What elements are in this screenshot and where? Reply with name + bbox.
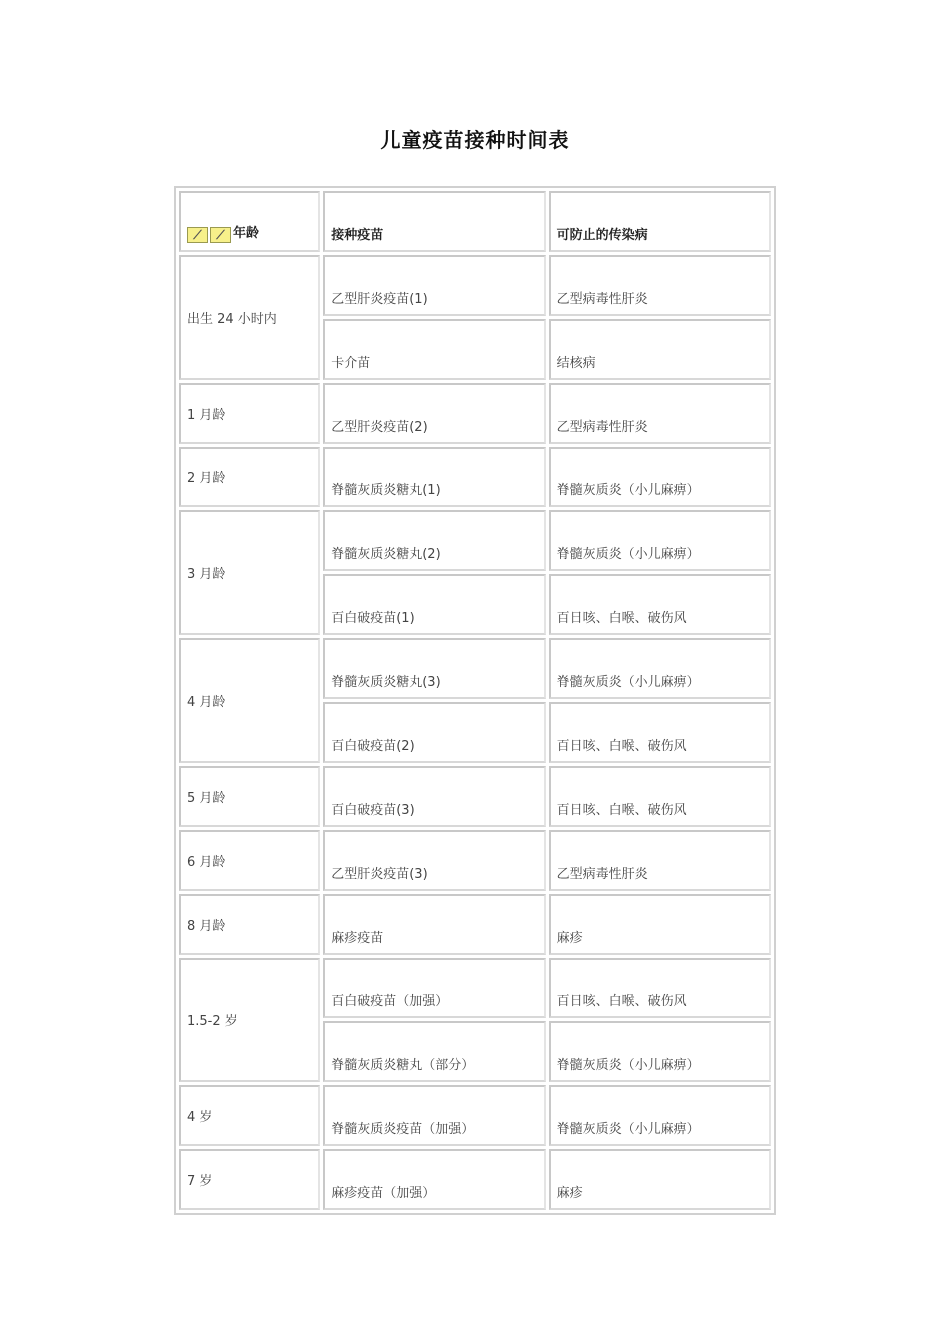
table-header-row [179, 191, 771, 252]
age-cell [179, 1085, 320, 1146]
vaccine-label: 百白破疫苗(2) [331, 738, 415, 754]
vaccine-cell [323, 638, 545, 699]
table-row [179, 830, 771, 891]
table-row [179, 510, 771, 571]
vaccine-cell [323, 894, 545, 955]
table-row [179, 766, 771, 827]
schedule-table [176, 188, 774, 1213]
vaccine-label: 乙型肝炎疫苗(1) [331, 291, 428, 307]
disease-label: 脊髓灰质炎（小儿麻痹） [556, 547, 700, 563]
vaccine-cell [323, 574, 545, 635]
table-row [179, 894, 771, 955]
vaccine-label: 麻疹疫苗（加强） [331, 1186, 436, 1201]
disease-label: 脊髓灰质炎（小儿麻痹） [556, 483, 700, 499]
page-title: 儿童疫苗接种时间表 [380, 128, 570, 152]
disease-label: 麻疹 [556, 930, 583, 946]
vaccine-cell [323, 255, 545, 316]
vaccine-label: 脊髓灰质炎糖丸（部分） [331, 1058, 475, 1074]
disease-cell [549, 894, 771, 955]
age-label: 1.5-2 岁 [187, 1014, 238, 1030]
age-label: 出生 24 小时内 [187, 311, 277, 327]
vaccine-cell [323, 702, 545, 763]
header-vaccine-cell [323, 191, 545, 252]
age-label: 6 月龄 [187, 854, 226, 870]
vaccine-label: 脊髓灰质炎疫苗（加强） [331, 1122, 475, 1138]
header-age-cell [179, 191, 320, 252]
header-disease-cell [549, 191, 771, 252]
vaccination-schedule-table [174, 186, 776, 1215]
age-label: 1 月龄 [187, 407, 226, 423]
age-label: 5 月龄 [187, 790, 226, 806]
age-label: 7 岁 [187, 1174, 213, 1190]
disease-cell [549, 319, 771, 380]
vaccine-cell [323, 1085, 545, 1146]
vaccine-cell [323, 830, 545, 891]
disease-label: 结核病 [556, 355, 596, 371]
disease-cell [549, 1085, 771, 1146]
vaccine-label: 乙型肝炎疫苗(3) [331, 866, 428, 882]
table-row [179, 383, 771, 444]
disease-label: 乙型病毒性肝炎 [556, 866, 648, 882]
disease-label: 百日咳、白喉、破伤风 [556, 611, 687, 627]
disease-cell [549, 766, 771, 827]
vaccine-cell [323, 510, 545, 571]
disease-cell [549, 574, 771, 635]
vaccine-cell [323, 1021, 545, 1082]
age-cell [179, 510, 320, 635]
disease-label: 百日咳、白喉、破伤风 [556, 738, 687, 754]
vaccine-cell [323, 1149, 545, 1210]
header-disease-label: 可防止的传染病 [556, 227, 648, 243]
disease-label: 百日咳、白喉、破伤风 [556, 994, 687, 1010]
age-cell [179, 447, 320, 508]
table-row [179, 1085, 771, 1146]
disease-label: 麻疹 [556, 1186, 583, 1201]
disease-cell [549, 510, 771, 571]
table-row [179, 447, 771, 508]
vaccine-label: 脊髓灰质炎糖丸(3) [331, 675, 441, 690]
disease-label: 脊髓灰质炎（小儿麻痹） [556, 1122, 700, 1138]
disease-cell [549, 447, 771, 508]
table-row [179, 638, 771, 699]
disease-label: 乙型病毒性肝炎 [556, 419, 648, 435]
vaccine-label: 脊髓灰质炎糖丸(2) [331, 547, 441, 563]
age-cell [179, 255, 320, 380]
disease-cell [549, 702, 771, 763]
age-label: 2 月龄 [187, 471, 226, 487]
vaccine-cell [323, 383, 545, 444]
vaccine-label: 脊髓灰质炎糖丸(1) [331, 483, 441, 499]
disease-cell [549, 1021, 771, 1082]
table-body [179, 191, 771, 1210]
disease-cell [549, 958, 771, 1019]
age-cell [179, 894, 320, 955]
age-cell [179, 958, 320, 1083]
diagonal-header-icon: ⟋ [187, 227, 208, 243]
disease-cell [549, 383, 771, 444]
vaccine-cell [323, 958, 545, 1019]
disease-cell [549, 1149, 771, 1210]
age-label: 8 月龄 [187, 918, 226, 934]
table-row [179, 958, 771, 1019]
header-vaccine-label: 接种疫苗 [331, 227, 384, 243]
vaccine-label: 百白破疫苗(1) [331, 611, 415, 627]
disease-label: 乙型病毒性肝炎 [556, 291, 648, 307]
age-cell [179, 1149, 320, 1210]
disease-cell [549, 830, 771, 891]
age-label: 3 月龄 [187, 567, 226, 583]
vaccine-label: 卡介苗 [331, 355, 371, 371]
table-row [179, 255, 771, 316]
disease-label: 百日咳、白喉、破伤风 [556, 802, 687, 818]
vaccine-label: 百白破疫苗(3) [331, 802, 415, 818]
disease-cell [549, 255, 771, 316]
header-icons [187, 227, 233, 243]
age-cell [179, 766, 320, 827]
header-age-label: 年龄 [233, 225, 260, 241]
age-cell [179, 638, 320, 763]
disease-cell [549, 638, 771, 699]
age-label: 4 岁 [187, 1110, 213, 1126]
table-row [179, 1149, 771, 1210]
diagonal-header-icon: ⟋ [210, 227, 231, 243]
vaccine-cell [323, 766, 545, 827]
disease-label: 脊髓灰质炎（小儿麻痹） [556, 675, 700, 690]
disease-label: 脊髓灰质炎（小儿麻痹） [556, 1058, 700, 1074]
vaccine-cell [323, 319, 545, 380]
vaccine-label: 麻疹疫苗 [331, 930, 384, 946]
age-cell [179, 830, 320, 891]
age-label: 4 月龄 [187, 695, 226, 710]
vaccine-label: 乙型肝炎疫苗(2) [331, 419, 428, 435]
age-cell [179, 383, 320, 444]
vaccine-cell [323, 447, 545, 508]
vaccine-label: 百白破疫苗（加强） [331, 994, 449, 1010]
